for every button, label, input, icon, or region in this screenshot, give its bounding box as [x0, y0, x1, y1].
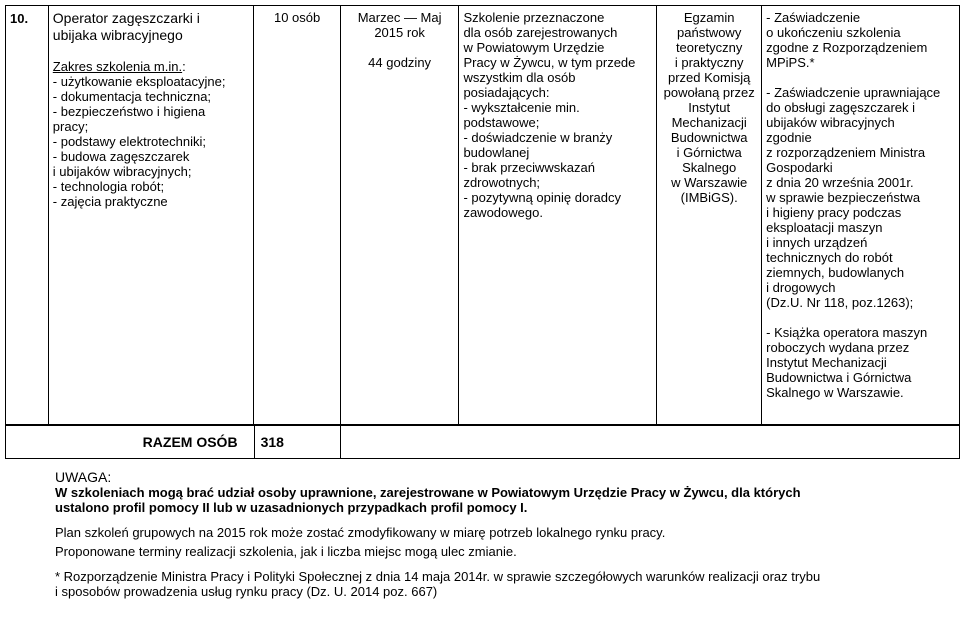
total-row	[6, 425, 960, 459]
scope-label: Zakres szkolenia m.in.	[52, 59, 183, 74]
persons-count: 10 osób	[254, 6, 340, 426]
eligibility-note: ustalono profil pomocy II lub w uzasadnionych przypadkach profil pomocy I.	[55, 500, 528, 515]
scope-item: i ubijaków wibracyjnych;	[52, 164, 192, 179]
uwaga-heading: UWAGA:	[55, 469, 112, 485]
scope-item: pracy;	[52, 119, 89, 134]
course-scope: Zakres szkolenia m.in.: - użytkowanie eksploatacyjne; - dokumentacja techniczna; - bezpieczeństwo i higiena pracy; - podstawy elektrotechniki; - budowa zagęszczarek i ubijaków wibracyjnych; - technologia robót; - zajęcia praktyczne	[53, 59, 250, 209]
course-cell	[48, 6, 254, 426]
training-table	[5, 5, 960, 426]
notes-section	[55, 470, 945, 599]
scope-item: - dokumentacja techniczna;	[52, 89, 212, 104]
certificates-cell	[762, 6, 960, 426]
period-year: 2015 rok	[374, 25, 425, 40]
operator-book: - Książka operatora maszyn roboczych wydana przez Instytut Mechanizacji Budownictwa i Górnictwa Skalnego w Warszawie.	[766, 325, 928, 400]
total-table	[5, 424, 960, 459]
audience-cell: Szkolenie przeznaczone dla osób zarejestrowanych w Powiatowym Urzędzie Pracy w Żywcu, w tym przede wszystkim dla osób posiadających: - wykształcenie min. podstawowe; - doświadczenie w branży budowlanej - brak przeciwwskazań zdrowotnych; - pozytywną opinię doradcy zawodowego.	[459, 6, 657, 426]
table-row	[6, 6, 960, 426]
course-title: Operator zagęszczarki i ubijaka wibracyjnego	[52, 10, 200, 43]
footnote: * Rozporządzenie Ministra Pracy i Polityki Społecznej z dnia 14 maja 2014r. w sprawie szczegółowych warunków realizacji oraz trybu	[55, 569, 821, 584]
hours: 44 godziny	[368, 55, 432, 70]
period-months: Marzec — Maj	[357, 10, 442, 25]
total-value: 318	[254, 425, 341, 459]
scope-item: - użytkowanie eksploatacyjne;	[52, 74, 226, 89]
scope-item: - podstawy elektrotechniki;	[52, 134, 206, 149]
plan-note: Plan szkoleń grupowych na 2015 rok może zostać zmodyfikowany w miarę potrzeb lokalnego rynku pracy.	[55, 525, 666, 540]
period-cell	[340, 6, 459, 426]
eligibility-note: W szkoleniach mogą brać udział osoby uprawnione, zarejestrowane w Powiatowym Urzędzie Pracy w Żywcu, dla których	[55, 485, 801, 500]
terms-note: Proponowane terminy realizacji szkolenia, jak i liczba miejsc mogą ulec zmianie.	[55, 544, 517, 559]
certificate-completion: - Zaświadczenie o ukończeniu szkolenia zgodne z Rozporządzeniem MPiPS.*	[766, 10, 928, 70]
scope-item: - bezpieczeństwo i higiena	[52, 104, 206, 119]
scope-item: - zajęcia praktyczne	[52, 194, 168, 209]
scope-item: - budowa zagęszczarek	[52, 149, 190, 164]
scope-item: - technologia robót;	[52, 179, 165, 194]
exam-cell: Egzamin państwowy teoretyczny i praktyczny przed Komisją powołaną przez Instytut Mechanizacji Budownictwa i Górnictwa Skalnego w Warszawie (IMBiGS).	[657, 6, 762, 426]
footnote: i sposobów prowadzenia usług rynku pracy (Dz. U. 2014 poz. 667)	[55, 584, 438, 599]
total-empty-cell	[341, 425, 960, 459]
total-label: RAZEM OSÓB	[6, 425, 255, 459]
certificate-authorization: - Zaświadczenie uprawniające do obsługi zagęszczarek i ubijaków wibracyjnych zgodnie z rozporządzeniem Ministra Gospodarki z dnia 20 września 2001r. w sprawie bezpieczeństwa i higieny pracy podczas eksploatacji maszyn i innych urządzeń technicznych do robót ziemnych, budowlanych i drogowych (Dz.U. Nr 118, poz.1263);	[766, 85, 941, 310]
row-number: 10.	[6, 6, 49, 426]
